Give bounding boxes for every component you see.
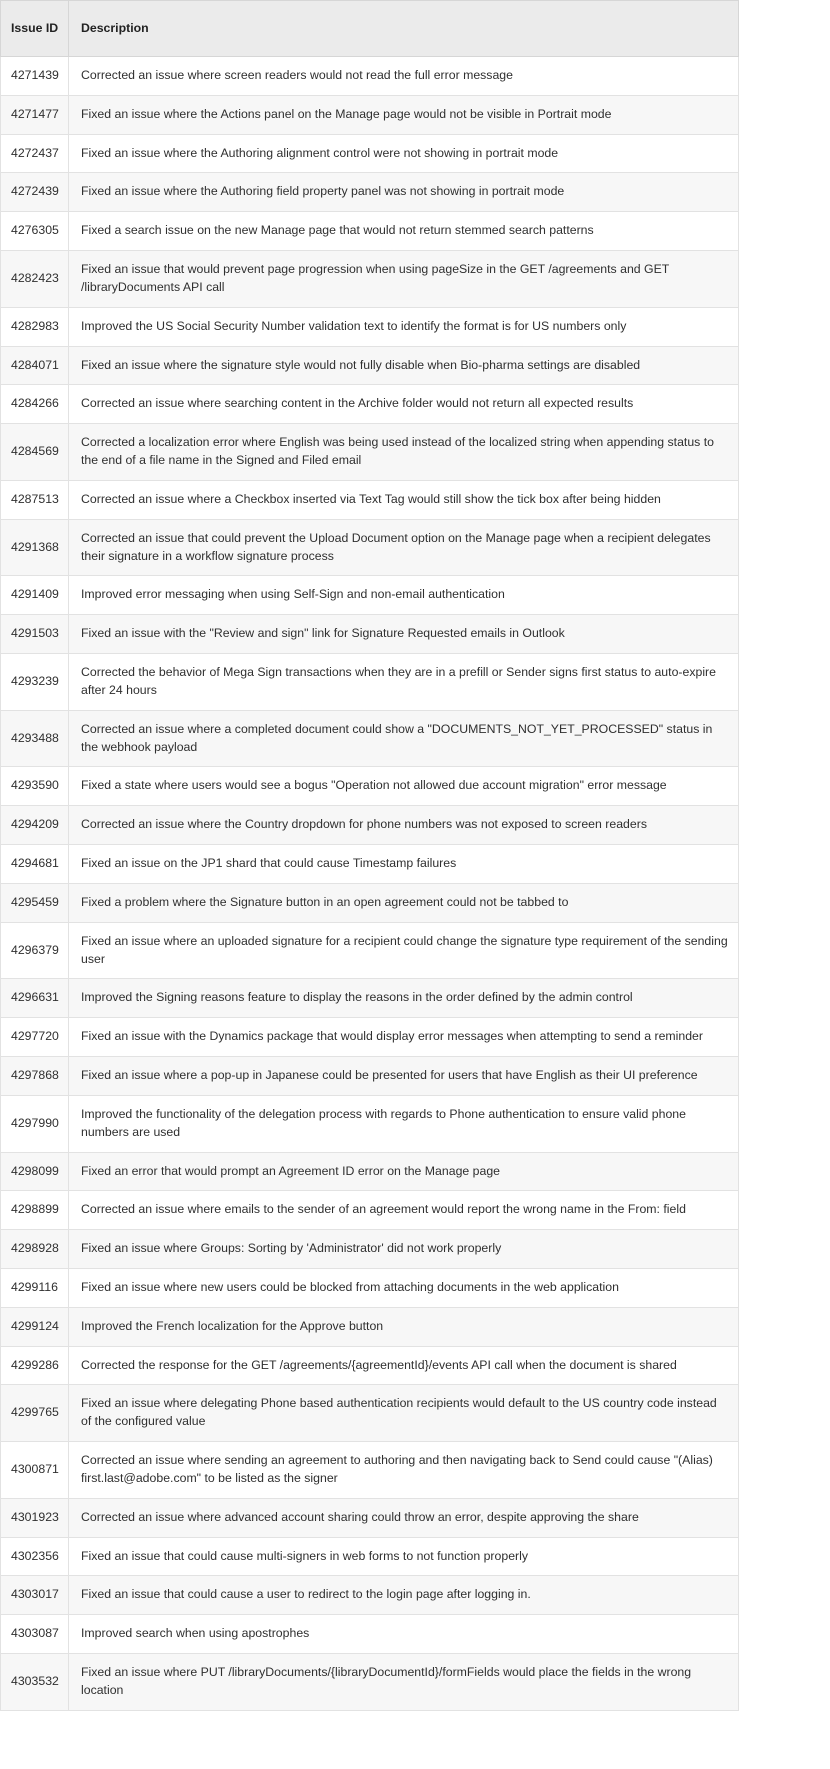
table-row — [1, 1095, 739, 1152]
cell-description: Fixed an issue where the signature style would not fully disable when Bio-pharma settings are disabled — [69, 346, 739, 385]
table-row — [1, 134, 739, 173]
cell-issue-id: 4271439 — [1, 57, 69, 96]
table-row — [1, 173, 739, 212]
cell-issue-id: 4287513 — [1, 480, 69, 519]
cell-issue-id: 4272437 — [1, 134, 69, 173]
cell-description: Improved the US Social Security Number validation text to identify the format is for US numbers only — [69, 307, 739, 346]
cell-description: Fixed a problem where the Signature button in an open agreement could not be tabbed to — [69, 883, 739, 922]
cell-description: Corrected an issue that could prevent the Upload Document option on the Manage page when a recipient delegates their signature in a workflow signature process — [69, 519, 739, 576]
table-row — [1, 922, 739, 979]
cell-issue-id: 4298928 — [1, 1230, 69, 1269]
cell-issue-id: 4293239 — [1, 654, 69, 711]
table-row — [1, 1018, 739, 1057]
table-row — [1, 307, 739, 346]
table-row — [1, 615, 739, 654]
table-row — [1, 654, 739, 711]
cell-issue-id: 4282983 — [1, 307, 69, 346]
table-row — [1, 1654, 739, 1711]
cell-description: Corrected an issue where a Checkbox inserted via Text Tag would still show the tick box after being hidden — [69, 480, 739, 519]
cell-description: Corrected an issue where searching content in the Archive folder would not return all expected results — [69, 385, 739, 424]
cell-issue-id: 4295459 — [1, 883, 69, 922]
cell-issue-id: 4291409 — [1, 576, 69, 615]
cell-description: Fixed an issue where new users could be blocked from attaching documents in the web application — [69, 1268, 739, 1307]
cell-issue-id: 4276305 — [1, 212, 69, 251]
cell-description: Fixed an issue where Groups: Sorting by 'Administrator' did not work properly — [69, 1230, 739, 1269]
cell-description: Improved search when using apostrophes — [69, 1615, 739, 1654]
cell-issue-id: 4272439 — [1, 173, 69, 212]
cell-issue-id: 4298899 — [1, 1191, 69, 1230]
table-row — [1, 385, 739, 424]
table-row — [1, 519, 739, 576]
cell-description: Corrected the response for the GET /agreements/{agreementId}/events API call when the document is shared — [69, 1346, 739, 1385]
table-row — [1, 57, 739, 96]
table-row — [1, 1537, 739, 1576]
cell-description: Improved the Signing reasons feature to display the reasons in the order defined by the admin control — [69, 979, 739, 1018]
table-body — [1, 57, 739, 1711]
table-header — [1, 1, 739, 57]
cell-description: Fixed an issue that could cause a user to redirect to the login page after logging in. — [69, 1576, 739, 1615]
cell-issue-id: 4294209 — [1, 806, 69, 845]
cell-issue-id: 4284071 — [1, 346, 69, 385]
cell-issue-id: 4293488 — [1, 710, 69, 767]
table-row — [1, 806, 739, 845]
table-row — [1, 212, 739, 251]
table-row — [1, 1615, 739, 1654]
table-row — [1, 1268, 739, 1307]
cell-description: Fixed an error that would prompt an Agreement ID error on the Manage page — [69, 1152, 739, 1191]
table-row — [1, 1230, 739, 1269]
cell-description: Fixed an issue where a pop-up in Japanese could be presented for users that have English as their UI preference — [69, 1057, 739, 1096]
table-row — [1, 1385, 739, 1442]
cell-issue-id: 4299116 — [1, 1268, 69, 1307]
cell-issue-id: 4303532 — [1, 1654, 69, 1711]
cell-description: Fixed an issue where PUT /libraryDocuments/{libraryDocumentId}/formFields would place the fields in the wrong location — [69, 1654, 739, 1711]
cell-issue-id: 4300871 — [1, 1442, 69, 1499]
cell-description: Fixed a state where users would see a bogus "Operation not allowed due account migration" error message — [69, 767, 739, 806]
cell-issue-id: 4284569 — [1, 424, 69, 481]
cell-description: Fixed an issue with the "Review and sign" link for Signature Requested emails in Outlook — [69, 615, 739, 654]
table-row — [1, 1498, 739, 1537]
cell-issue-id: 4296631 — [1, 979, 69, 1018]
table-row — [1, 480, 739, 519]
table-row — [1, 710, 739, 767]
cell-description: Corrected an issue where a completed document could show a "DOCUMENTS_NOT_YET_PROCESSED" status in the webhook payload — [69, 710, 739, 767]
table-row — [1, 346, 739, 385]
cell-issue-id: 4271477 — [1, 95, 69, 134]
cell-description: Fixed an issue that would prevent page progression when using pageSize in the GET /agreements and GET /libraryDocuments API call — [69, 251, 739, 308]
table-row — [1, 251, 739, 308]
cell-description: Fixed a search issue on the new Manage page that would not return stemmed search patterns — [69, 212, 739, 251]
cell-issue-id: 4284266 — [1, 385, 69, 424]
cell-description: Fixed an issue where the Actions panel on the Manage page would not be visible in Portrait mode — [69, 95, 739, 134]
table-row — [1, 1057, 739, 1096]
cell-description: Improved error messaging when using Self-Sign and non-email authentication — [69, 576, 739, 615]
cell-issue-id: 4302356 — [1, 1537, 69, 1576]
table-row — [1, 1307, 739, 1346]
cell-issue-id: 4299124 — [1, 1307, 69, 1346]
cell-description: Corrected a localization error where English was being used instead of the localized string when appending status to the end of a file name in the Signed and Filed email — [69, 424, 739, 481]
table-row — [1, 845, 739, 884]
cell-issue-id: 4297868 — [1, 1057, 69, 1096]
cell-description: Fixed an issue on the JP1 shard that could cause Timestamp failures — [69, 845, 739, 884]
cell-issue-id: 4291368 — [1, 519, 69, 576]
cell-description: Fixed an issue where the Authoring field property panel was not showing in portrait mode — [69, 173, 739, 212]
cell-description: Corrected an issue where screen readers would not read the full error message — [69, 57, 739, 96]
cell-issue-id: 4294681 — [1, 845, 69, 884]
cell-issue-id: 4301923 — [1, 1498, 69, 1537]
cell-description: Corrected an issue where sending an agreement to authoring and then navigating back to Send could cause "(Alias) first.last@adobe.com" to be listed as the signer — [69, 1442, 739, 1499]
table-row — [1, 95, 739, 134]
table-row — [1, 1152, 739, 1191]
cell-issue-id: 4303017 — [1, 1576, 69, 1615]
cell-description: Fixed an issue where an uploaded signature for a recipient could change the signature type requirement of the sending user — [69, 922, 739, 979]
cell-issue-id: 4298099 — [1, 1152, 69, 1191]
table-header-row — [1, 1, 739, 57]
cell-description: Fixed an issue where delegating Phone based authentication recipients would default to the US country code instead of the configured value — [69, 1385, 739, 1442]
cell-issue-id: 4303087 — [1, 1615, 69, 1654]
cell-description: Improved the French localization for the Approve button — [69, 1307, 739, 1346]
cell-description: Improved the functionality of the delegation process with regards to Phone authentication to ensure valid phone numbers are used — [69, 1095, 739, 1152]
table-row — [1, 1576, 739, 1615]
table-row — [1, 1346, 739, 1385]
cell-description: Fixed an issue that could cause multi-signers in web forms to not function properly — [69, 1537, 739, 1576]
cell-description: Corrected an issue where advanced account sharing could throw an error, despite approving the share — [69, 1498, 739, 1537]
table-row — [1, 767, 739, 806]
table-row — [1, 1442, 739, 1499]
table-row — [1, 1191, 739, 1230]
column-header-issue-id: Issue ID — [1, 1, 69, 57]
cell-issue-id: 4299765 — [1, 1385, 69, 1442]
cell-description: Fixed an issue where the Authoring alignment control were not showing in portrait mode — [69, 134, 739, 173]
cell-issue-id: 4297720 — [1, 1018, 69, 1057]
cell-issue-id: 4299286 — [1, 1346, 69, 1385]
cell-issue-id: 4297990 — [1, 1095, 69, 1152]
table-row — [1, 883, 739, 922]
cell-issue-id: 4282423 — [1, 251, 69, 308]
table-row — [1, 979, 739, 1018]
cell-description: Corrected an issue where emails to the sender of an agreement would report the wrong name in the From: field — [69, 1191, 739, 1230]
cell-description: Corrected an issue where the Country dropdown for phone numbers was not exposed to screen readers — [69, 806, 739, 845]
cell-issue-id: 4291503 — [1, 615, 69, 654]
cell-description: Fixed an issue with the Dynamics package that would display error messages when attempting to send a reminder — [69, 1018, 739, 1057]
cell-issue-id: 4296379 — [1, 922, 69, 979]
table-row — [1, 576, 739, 615]
table-row — [1, 424, 739, 481]
cell-description: Corrected the behavior of Mega Sign transactions when they are in a prefill or Sender signs first status to auto-expire after 24 hours — [69, 654, 739, 711]
column-header-description: Description — [69, 1, 739, 57]
cell-issue-id: 4293590 — [1, 767, 69, 806]
